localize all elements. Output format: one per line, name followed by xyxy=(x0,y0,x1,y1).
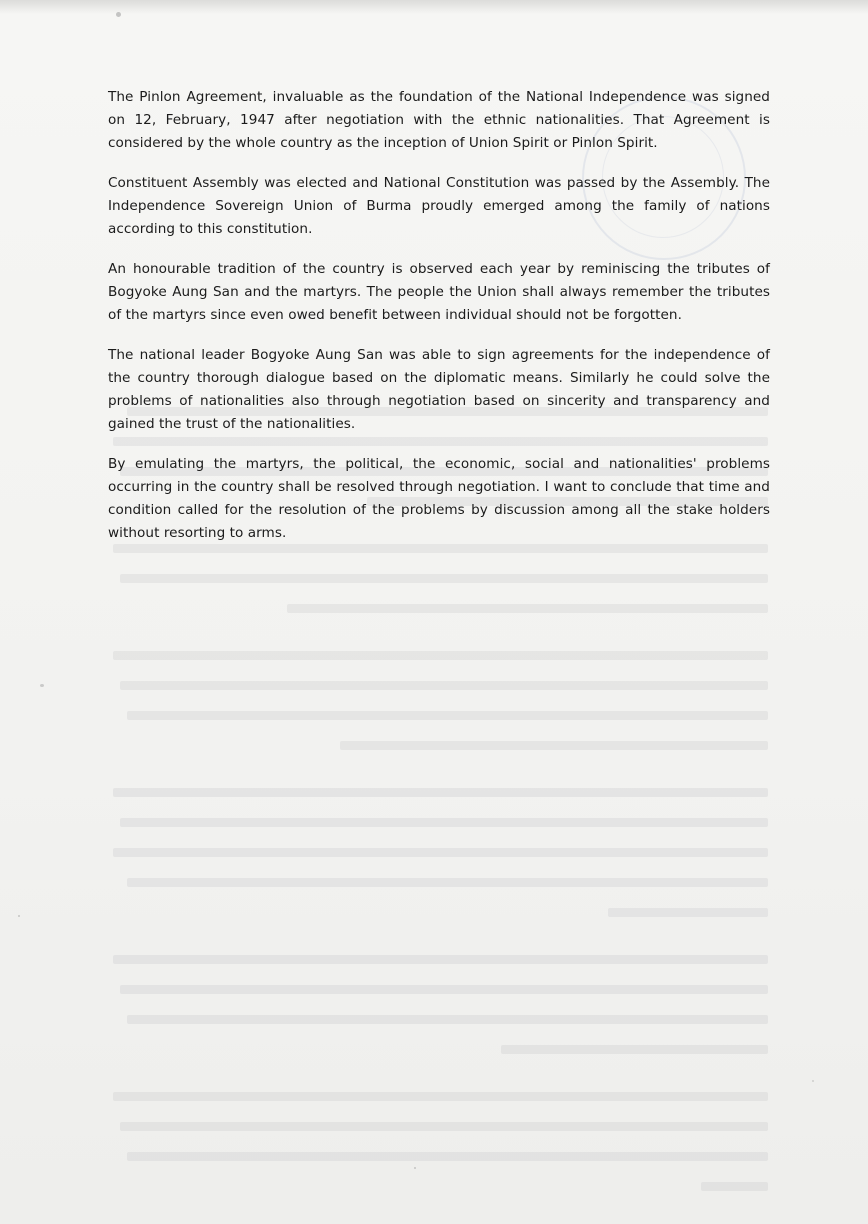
paragraph-conclusion: By emulating the martyrs, the political, the economic, social and nationalities' problems occurring in the country shall be resolved through negotiation. I want to conclude that time and condition called for the resolution of the problems by discussion among all the stake holders without resorting to arms. xyxy=(108,456,770,541)
paragraph-honourable-tradition: An honourable tradition of the country is observed each year by reminiscing the tributes of Bogyoke Aung San and the martyrs. The people the Union shall always remember the tributes of the martyrs since even owed benefit between individual should not be forgotten. xyxy=(108,261,770,323)
scan-speck xyxy=(18,915,20,917)
scan-speck xyxy=(116,12,121,17)
paragraph-national-leader: The national leader Bogyoke Aung San was able to sign agreements for the independence of the country thorough dialogue based on the diplomatic means. Similarly he could solve the problems of nationalities also through negotiation based on sincerity and transparency and gained the trust of the nationalities. xyxy=(108,347,770,432)
document-body xyxy=(108,86,770,562)
scan-edge-shadow xyxy=(0,0,868,14)
scan-speck xyxy=(414,1167,416,1169)
scan-speck xyxy=(40,684,44,687)
scan-speck xyxy=(812,1080,814,1082)
paragraph-pinlon-agreement: The Pinlon Agreement, invaluable as the foundation of the National Independence was signed on 12, February, 1947 after negotiation with the ethnic nationalities. That Agreement is considered by the whole country as the inception of Union Spirit or Pinlon Spirit. xyxy=(108,89,770,151)
paragraph-constituent-assembly: Constituent Assembly was elected and National Constitution was passed by the Assembly. The Independence Sovereign Union of Burma proudly emerged among the family of nations according to this constitution. xyxy=(108,175,770,237)
